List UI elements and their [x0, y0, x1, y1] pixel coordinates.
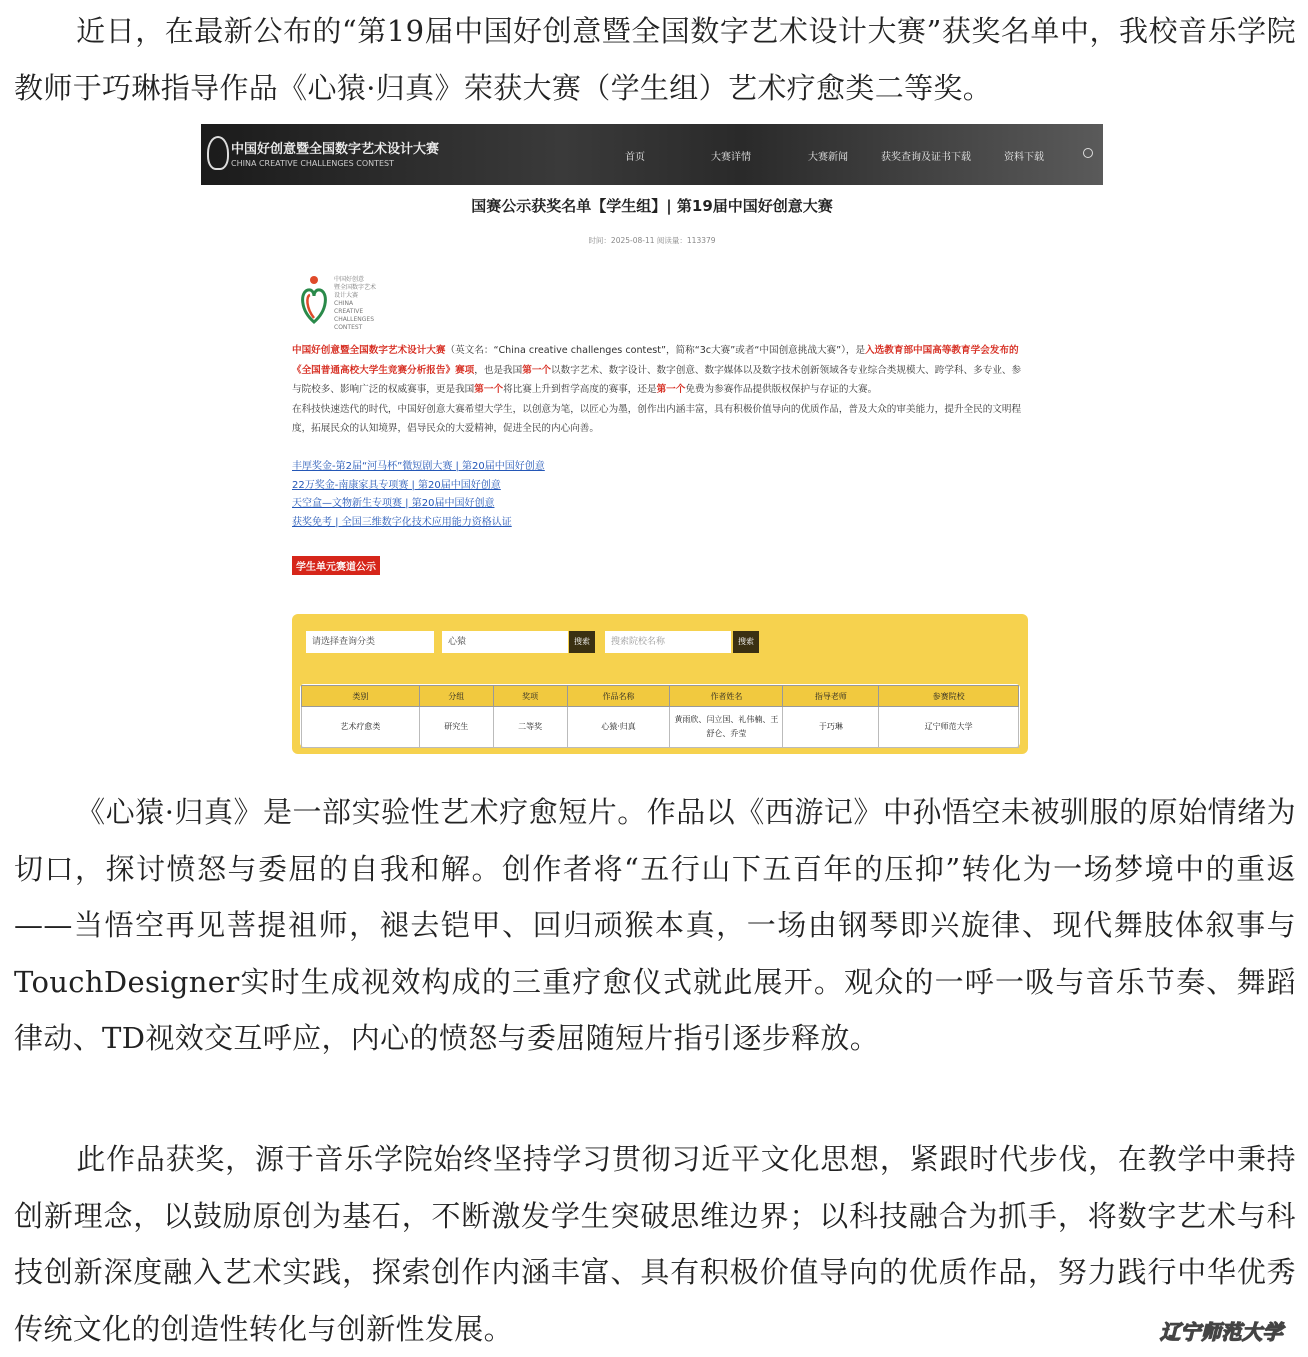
- paragraph-1-text: 近日，在最新公布的“第19届中国好创意暨全国数字艺术设计大赛”获奖名单中，我校音乐学院教师于巧琳指导作品《心猿·归真》荣获大赛（学生组）艺术疗愈类二等奖。: [14, 14, 1296, 105]
- nav-item-home[interactable]: 首页: [625, 152, 645, 163]
- col-header: 指导老师: [783, 686, 879, 707]
- cell-award: 二等奖: [493, 707, 567, 748]
- org-logo-text: 中国好创意 暨全国数字艺术 设计大赛 CHINA CREATIVE CHALLENGES CONTEST: [334, 276, 377, 331]
- contest-logo-icon: [207, 136, 229, 170]
- keyword-input[interactable]: 心猿: [442, 631, 568, 653]
- link-item[interactable]: 22万奖金-南康家具专项赛 | 第20届中国好创意: [292, 479, 501, 491]
- col-header: 奖项: [493, 686, 567, 707]
- cell-authors: 黄雨欣、闫立国、礼伟楠、王舒仑、乔莹: [670, 707, 783, 748]
- col-header: 参赛院校: [879, 686, 1019, 707]
- category-select[interactable]: 请选择查询分类: [306, 631, 434, 653]
- results-table: [301, 685, 1019, 748]
- search-button[interactable]: 搜索: [569, 631, 595, 653]
- org-logo-icon: [298, 274, 330, 326]
- site-header: [201, 124, 1103, 185]
- nav-item-awards[interactable]: 获奖查询及证书下载: [881, 152, 971, 163]
- col-header: 类别: [302, 686, 420, 707]
- cell-group: 研究生: [419, 707, 493, 748]
- cell-category: 艺术疗愈类: [302, 707, 420, 748]
- cell-school: 辽宁师范大学: [879, 707, 1019, 748]
- paragraph-2: [14, 784, 1296, 1067]
- paragraph-2-text: 《心猿·归真》是一部实验性艺术疗愈短片。作品以《西游记》中孙悟空未被驯服的原始情绪为切口，探讨愤怒与委屈的自我和解。创作者将“五行山下五百年的压抑”转化为一场梦境中的重返——当悟空再见菩提祖师，褪去铠甲、回归顽猴本真，一场由钢琴即兴旋律、现代舞肢体叙事与TouchDesigner实时生成视效构成的三重疗愈仪式就此展开。观众的一呼一吸与音乐节奏、舞蹈律动、TD视效交互呼应，内心的愤怒与委屈随短片指引逐步释放。: [14, 795, 1296, 1055]
- site-subtitle: CHINA CREATIVE CHALLENGES CONTEST: [231, 159, 395, 168]
- cell-work: 心猿·归真: [567, 707, 670, 748]
- nav-item-details[interactable]: 大赛详情: [711, 152, 751, 163]
- section-tag: 学生单元赛道公示: [292, 556, 380, 575]
- cell-advisor: 于巧琳: [783, 707, 879, 748]
- paragraph-3-text: 此作品获奖，源于音乐学院始终坚持学习贯彻习近平文化思想，紧跟时代步伐，在教学中秉持创新理念，以鼓励原创为基石，不断激发学生突破思维边界；以科技融合为抓手，将数字艺术与科技创新深度融入艺术实践，探索创作内涵丰富、具有积极价值导向的优质作品，努力践行中华优秀传统文化的创造性转化与创新性发展。: [14, 1142, 1296, 1346]
- article-title: 国赛公示获奖名单【学生组】| 第19届中国好创意大赛: [471, 197, 833, 215]
- school-input[interactable]: 搜索院校名称: [605, 631, 731, 653]
- link-item[interactable]: 天空盒—文物新生专项赛 | 第20届中国好创意: [292, 498, 495, 509]
- col-header: 作品名称: [567, 686, 670, 707]
- related-links: [292, 458, 545, 532]
- contest-intro: 中国好创意暨全国数字艺术设计大赛（英文名：“China creative challenges contest”，简称“3c大赛”或者“中国创意挑战大赛”），是入选教育部中国高等教育学会发布的《全国普通高校大学生竞赛分析报告》赛项，也是我国第一个以数字艺术、数字设计、数字创意、数字媒体以及数字技术创新领域各专业综合类规模大、跨学科、多专业、参与院校多、影响广泛的权威赛事，更是我国第一个将比赛上升到哲学高度的赛事，还是第一个免费为参赛作品提供版权保护与存证的大赛。 在科技快速迭代的时代，中国好创意大赛希望大学生，以创意为笔，以匠心为墨，创作出内涵丰富，具有积极价值导向的优质作品，普及大众的审美能力，提升全民的文明程度，拓展民众的认知境界，倡导民众的大爱精神，促进全民的内心向善。: [292, 345, 1022, 434]
- table-row: [302, 707, 1019, 748]
- col-header: 作者姓名: [670, 686, 783, 707]
- site-title: 中国好创意暨全国数字艺术设计大赛: [231, 142, 440, 157]
- col-header: 分组: [419, 686, 493, 707]
- nav-item-news[interactable]: 大赛新闻: [808, 152, 848, 163]
- link-item[interactable]: 丰厚奖金-第2届“河马杯”微短剧大赛 | 第20届中国好创意: [292, 461, 545, 472]
- article-meta: 时间：2025-08-11 阅读量：113379: [588, 236, 716, 245]
- query-panel: [292, 614, 1028, 754]
- paragraph-3: [14, 1131, 1296, 1357]
- table-header-row: [302, 686, 1019, 707]
- paragraph-1: [14, 3, 1296, 116]
- watermark: 辽宁师范大学: [1160, 1320, 1283, 1344]
- results-table-wrap: [300, 684, 1020, 747]
- school-search-button[interactable]: 搜索: [733, 631, 759, 653]
- nav-item-downloads[interactable]: 资料下载: [1004, 152, 1044, 163]
- embedded-screenshot: [201, 124, 1103, 760]
- link-item[interactable]: 获奖免考 | 全国三维数字化技术应用能力资格认证: [292, 516, 512, 528]
- search-icon[interactable]: [1083, 148, 1093, 158]
